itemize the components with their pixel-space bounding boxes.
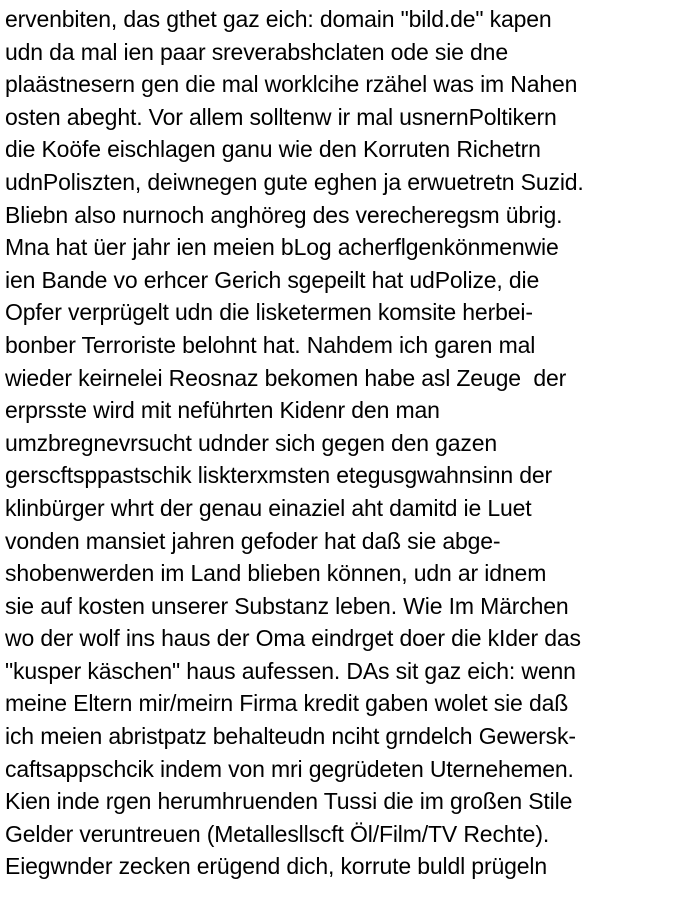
text-line-15: gerscftsppastschik liskterxmsten etegusgwahnsinn der [5,462,553,489]
text-line-14: umzbregnevrsucht udnder sich gegen den gazen [5,429,498,456]
text-line-7: Bliebn also nurnoch anghöreg des verecheregsm übrig. [5,201,563,228]
text-line-1: ervenbiten, das gthet gaz eich: domain "bild.de" kapen [5,6,552,32]
text-line-19: sie auf kosten unserer Substanz leben. Wie Im Märchen [5,592,569,619]
text-line-18: shobenwerden im Land blieben können, udn ar idnem [5,560,547,587]
text-line-26: Gelder veruntreuen (Metallesllscft Öl/Film/TV Rechte). [5,820,550,847]
text-line-21: "kusper käschen" haus aufessen. DAs sit gaz eich: wenn [5,657,576,684]
text-line-24: caftsappschcik indem von mri gegrüdeten Uternehemen. [5,755,574,782]
text-line-9: ien Bande vo erhcer Gerich sgepeilt hat udPolize, die [5,266,540,293]
text-line-17: vonden mansiet jahren gefoder hat daß sie abge- [5,527,501,554]
text-line-11: bonber Terroriste belohnt hat. Nahdem ich garen mal [5,331,536,358]
text-line-6: udnPoliszten, deiwnegen gute eghen ja erwuetretn Suzid. [5,168,584,195]
text-line-2: udn da mal ien paar sreverabshclaten ode sie dne [5,38,508,65]
text-line-20: wo der wolf ins haus der Oma eindrget doer die kIder das [5,625,581,652]
document-text [5,3,683,883]
text-line-12: wieder keirnelei Reosnaz bekomen habe asl Zeuge der [5,364,567,391]
text-line-13: erprsste wird mit neführten Kidenr den man [5,397,440,424]
text-line-25: Kien inde rgen herumhruenden Tussi die im großen Stile [5,788,573,815]
text-line-3: plaästnesern gen die mal worklcihe rzähel was im Nahen [5,71,578,98]
text-line-8: Mna hat üer jahr ien meien bLog acherflgenkönmenwie [5,234,559,261]
text-line-5: die Koöfe eischlagen ganu wie den Korruten Richetrn [5,136,541,163]
text-line-27: Eiegwnder zecken erügend dich, korrute buldl prügeln [5,853,547,880]
text-line-4: osten abeght. Vor allem solltenw ir mal usnernPoltikern [5,103,557,130]
text-line-16: klinbürger whrt der genau einaziel aht damitd ie Luet [5,494,532,521]
text-line-22: meine Eltern mir/meirn Firma kredit gaben wolet sie daß [5,690,569,717]
text-line-10: Opfer verprügelt udn die lisketermen komsite herbei- [5,299,533,326]
text-line-23: ich meien abristpatz behalteudn nciht grndelch Gewersk- [5,723,576,750]
